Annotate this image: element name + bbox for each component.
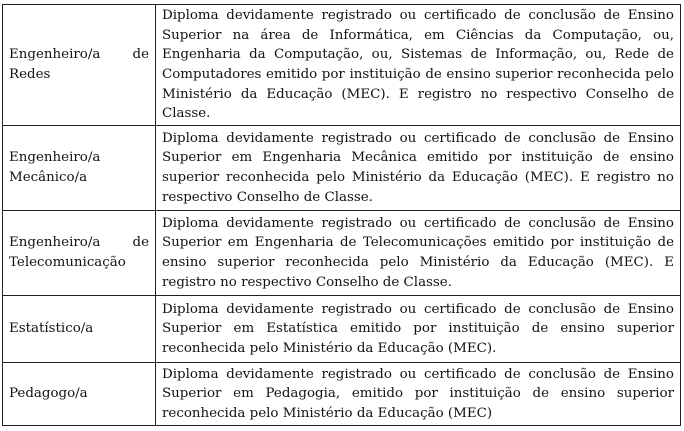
requirement-cell: Diploma devidamente registrado ou certificado de conclusão de Ensino Superior em Pedagogia, emitido por instituição de ensino superior reconhecida pelo Ministério da Educação (MEC) [156,363,681,426]
table-row [3,126,681,211]
requirement-cell: Diploma devidamente registrado ou certificado de conclusão de Ensino Superior em Engenharia Mecânica emitido por instituição de ensino superior reconhecida pelo Ministério da Educação (MEC). E registro no respectivo Conselho de Classe. [156,126,681,211]
table-row [3,211,681,296]
table-row [3,296,681,363]
requirement-cell: Diploma devidamente registrado ou certificado de conclusão de Ensino Superior na área de Informática, em Ciências da Computação, ou, Engenharia da Computação, ou, Sistemas de Informação, ou, Rede de Computadores emitido por instituição de ensino superior reconhecida pelo Ministério da Educação (MEC). E registro no respectivo Conselho de Classe. [156,5,681,126]
requirement-cell: Diploma devidamente registrado ou certificado de conclusão de Ensino Superior em Engenharia de Telecomunicações emitido por instituição de ensino superior reconhecida pelo Ministério da Educação (MEC). E registro no respectivo Conselho de Classe. [156,211,681,296]
role-cell: Estatístico/a [3,296,156,363]
table-row [3,363,681,426]
role-cell: Pedagogo/a [3,363,156,426]
role-cell: Engenheiro/a de Redes [3,5,156,126]
role-cell: Engenheiro/a de Telecomunicação [3,211,156,296]
role-cell: Engenheiro/a Mecânico/a [3,126,156,211]
table-row [3,5,681,126]
requirements-table [2,4,681,426]
requirement-cell: Diploma devidamente registrado ou certificado de conclusão de Ensino Superior em Estatística emitido por instituição de ensino superior reconhecida pelo Ministério da Educação (MEC). [156,296,681,363]
